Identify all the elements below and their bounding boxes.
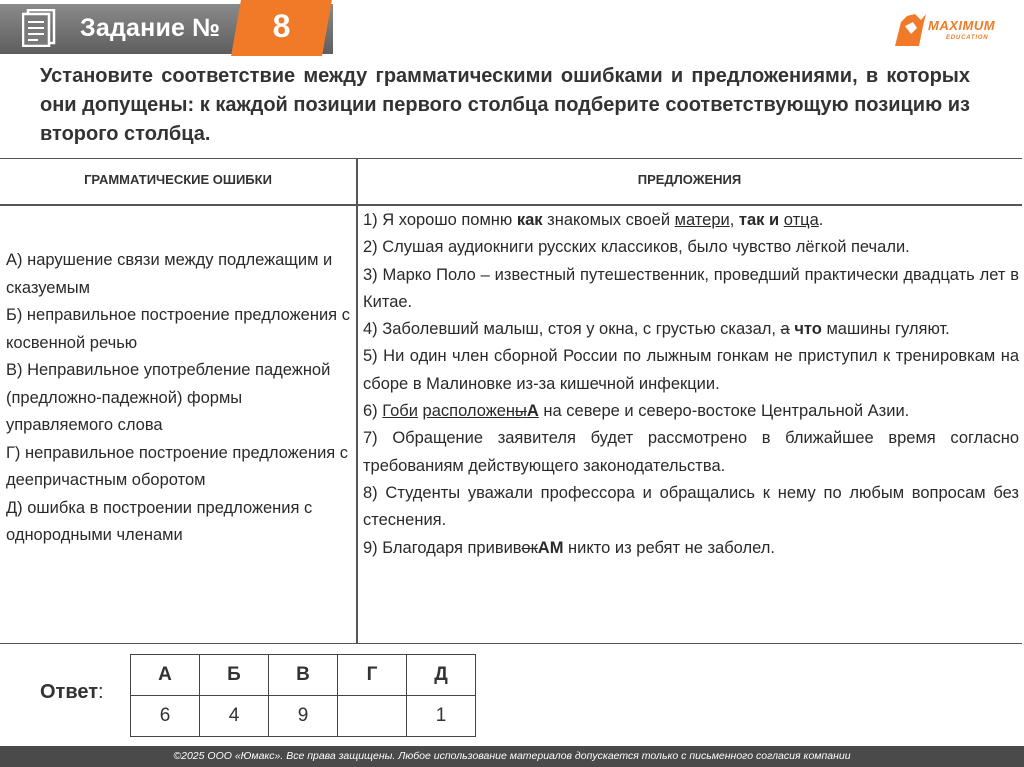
sentence-4: 4) Заболевший малыш, стоя у окна, с грустью сказал, а что машины гуляют. [363,320,950,339]
header [0,0,1024,60]
sentence-3: 3) Марко Поло – известный путешественник, проведший практически двадцать лет в Китае. [363,265,1019,311]
answer-header-g: Г [338,655,407,696]
answer-header-v: В [269,655,338,696]
answer-cell-b[interactable]: 4 [200,696,269,737]
answer-header-a: А [131,655,200,696]
sentence-9: 9) Благодаря прививокАМ никто из ребят не заболел. [363,538,775,557]
sentence-2: 2) Слушая аудиокниги русских классиков, было чувство лёгкой печали. [363,238,910,257]
sentence-7: 7) Обращение заявителя будет рассмотрено в ближайшее время согласно требованиям действующего законодательства. [363,429,1019,475]
column-header-errors: ГРАММАТИЧЕСКИЕ ОШИБКИ [84,172,272,187]
answer-header-row [131,655,476,696]
document-icon [22,9,56,47]
footer [0,746,1024,767]
task-instruction: Установите соответствие между грамматическими ошибками и предложениями, в которых они допущены: к каждой позиции первого столбца подберите соответствующую позицию из второго столбца. [40,65,970,145]
answer-header-b: Б [200,655,269,696]
answer-table [130,654,476,737]
task-number: 8 [272,8,291,44]
answer-value-row [131,696,476,737]
error-item-b: Б) неправильное построение предложения с косвенной речью [6,306,350,352]
answer-header-d: Д [407,655,476,696]
error-item-g: Г) неправильное построение предложения с деепричастным оборотом [6,443,349,489]
sentence-6: 6) Гоби расположеныА на севере и северо-востоке Центральной Азии. [363,402,910,421]
sentence-1: 1) Я хорошо помню как знакомых своей матери, так и отца. [363,211,824,229]
answer-cell-d[interactable]: 1 [407,696,476,737]
logo-subtitle: EDUCATION [946,35,989,41]
column-header-sentences: ПРЕДЛОЖЕНИЯ [637,172,742,187]
copyright-text: ©2025 ООО «Юмакс». Все права защищены. Любое использование материалов допускается только с письменного согласия компании [173,750,851,762]
sentence-8: 8) Студенты уважали профессора и обращались к нему по любым вопросам без стеснения. [363,483,1019,530]
error-item-d: Д) ошибка в построении предложения с однородными членами [6,498,313,544]
sentences-list [363,207,1019,562]
errors-list [6,247,351,550]
sentence-5: 5) Ни один член сборной России по лыжным гонкам не приступил к тренировкам на сборе в Малиновке из-за кишечной инфекции. [363,347,1019,393]
error-item-v: В) Неправильное употребление падежной (предложно-падежной) формы управляемого слова [6,361,331,434]
answer-cell-a[interactable]: 6 [131,696,200,737]
answer-cell-v[interactable]: 9 [269,696,338,737]
error-item-a: А) нарушение связи между подлежащим и сказуемым [6,251,333,297]
logo-word: MAXIMUM [928,18,996,33]
page-title: Задание № [80,14,221,42]
column-divider [356,158,358,644]
answer-label: Ответ: [40,681,104,703]
answer-cell-g[interactable] [338,696,407,737]
header-divider [0,204,1022,206]
